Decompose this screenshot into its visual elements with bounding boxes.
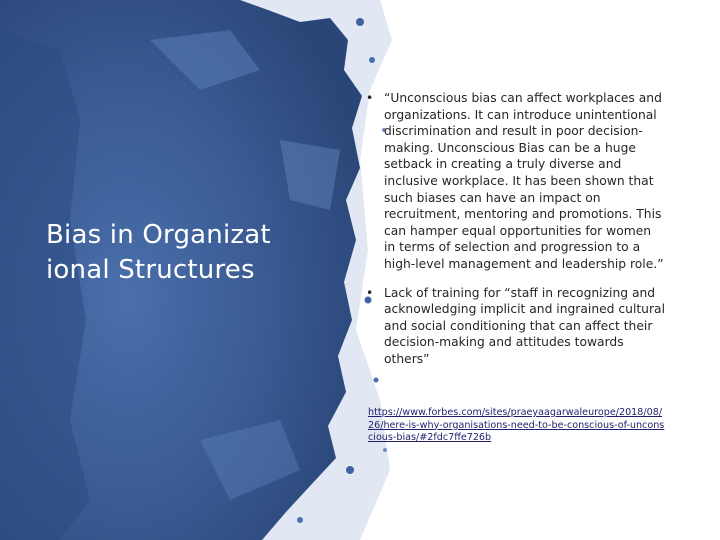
bullet-text: “Unconscious bias can affect workplaces and organizations. It can introduce unintentional discrimination and result in poor decision-making. Unconscious Bias can be a huge setback in creating a truly diverse and inclusive workplace. It has been shown that such biases can have an impact on recruitment, mentoring and promotions. This can hamper equal opportunities for women in terms of selection and progression to a high-level management and leadership role.” xyxy=(384,91,664,271)
bullet-item xyxy=(366,90,666,273)
bullet-list xyxy=(366,90,666,380)
bullet-marker: • xyxy=(366,91,374,105)
reference-link[interactable]: https://www.forbes.com/sites/praeyaagarwaleurope/2018/08/26/here-is-why-organisations-need-to-be-conscious-of-unconscious-bias/#2fdc7ffe726b xyxy=(368,407,665,443)
bullet-item xyxy=(366,285,666,368)
slide-title: Bias in Organizational Structures xyxy=(46,220,271,285)
bullet-marker: • xyxy=(366,285,374,300)
bullet-text: Lack of training for “staff in recognizing and acknowledging implicit and ingrained cultural and social conditioning that can affect their decision-making and attitudes towards others” xyxy=(384,285,665,366)
